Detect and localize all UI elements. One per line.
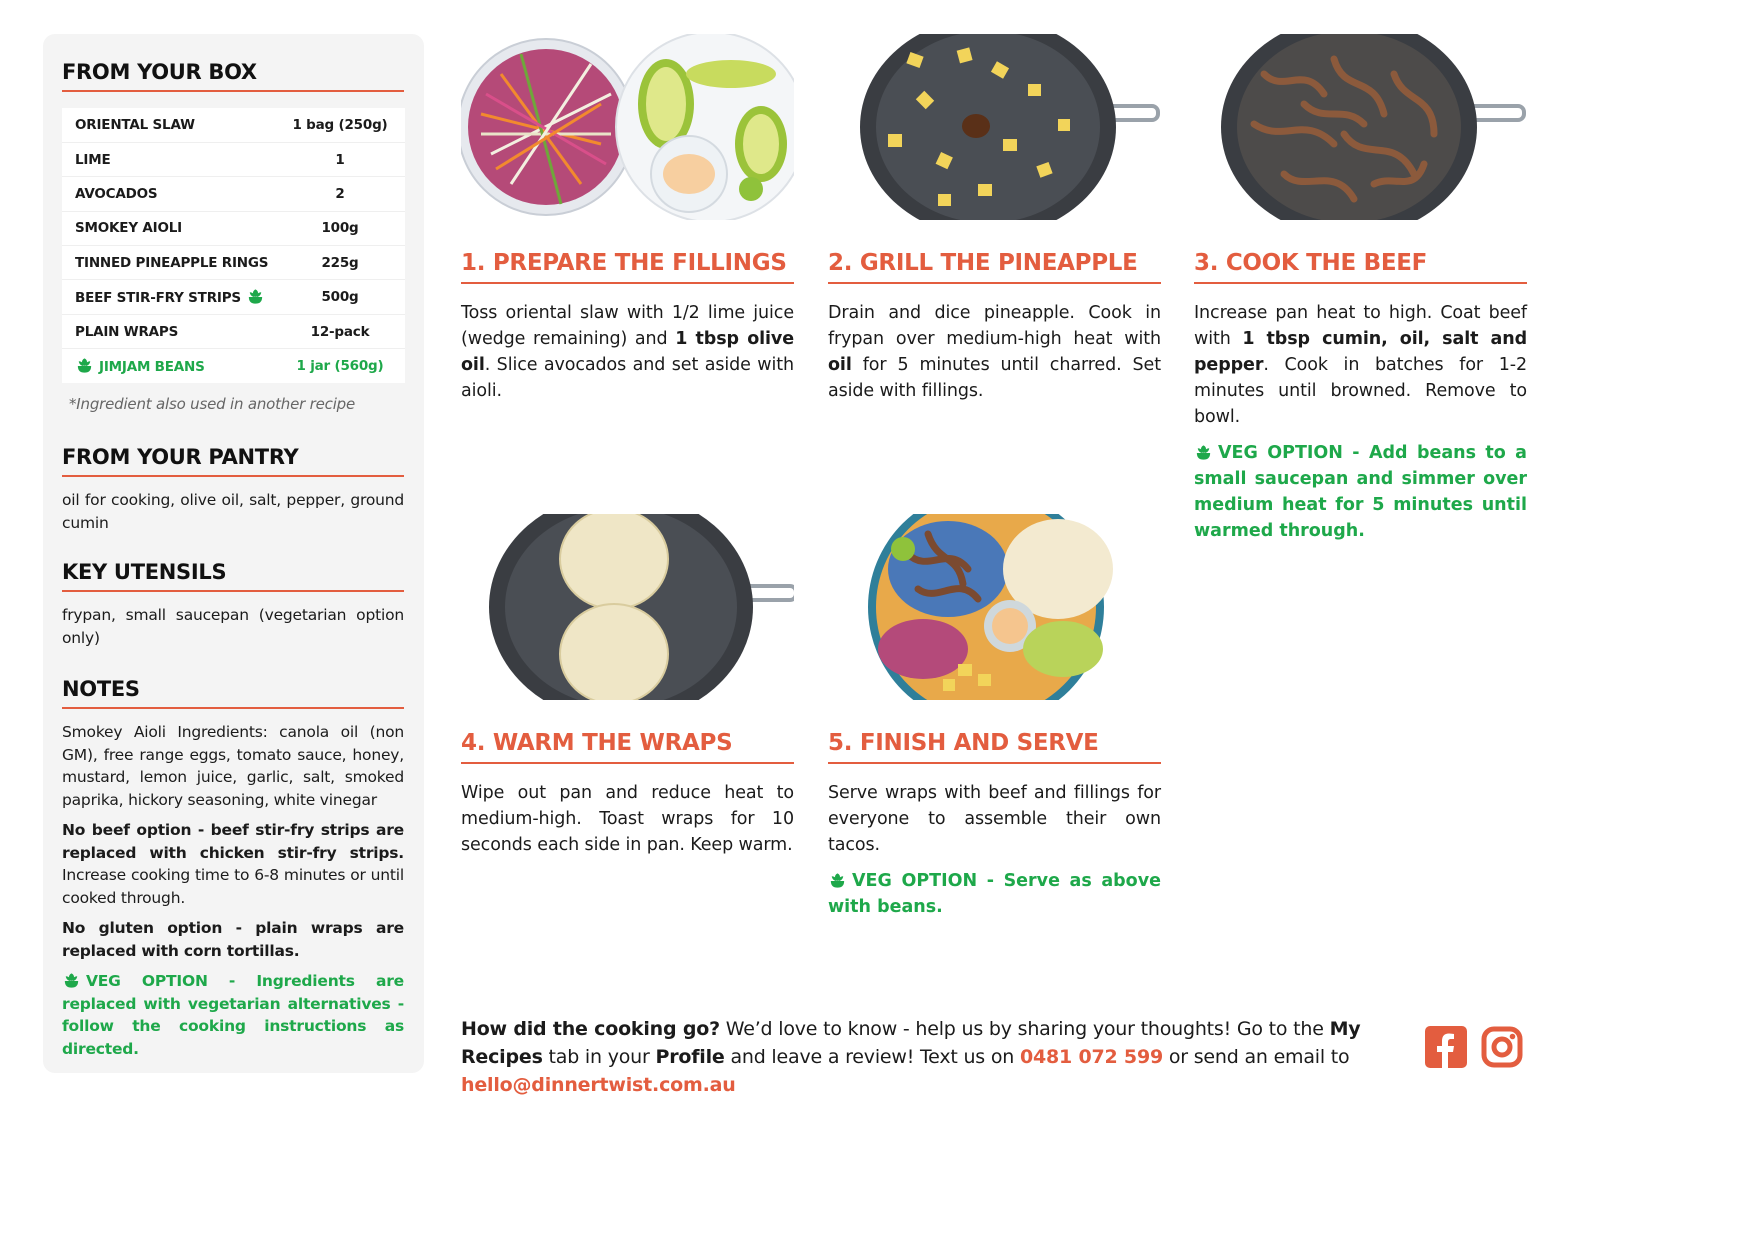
ingredient-qty: 12-pack <box>310 323 370 340</box>
leaf-icon <box>62 972 81 990</box>
ingredient-name: PLAIN WRAPS <box>75 323 179 340</box>
notes-veg-text: VEG OPTION - Ingredients are replaced with vegetarian alternatives - follow the cooking instructions as directed. <box>62 972 404 1058</box>
email-link[interactable]: hello@dinnertwist.com.au <box>461 1074 736 1096</box>
ingredients-table <box>62 108 405 383</box>
step-3-veg <box>1194 440 1527 544</box>
step-3 <box>1194 34 1527 544</box>
ingredient-name: SMOKEY AIOLI <box>75 220 182 237</box>
ingredient-name: BEEF STIR-FRY STRIPS <box>75 290 241 307</box>
ingredient-note: *Ingredient also used in another recipe <box>69 395 356 414</box>
step-4-title: 4. WARM THE WRAPS <box>461 730 794 764</box>
feedback-footer <box>461 1015 1411 1099</box>
ingredient-qty: 2 <box>335 185 345 202</box>
pantry-heading: FROM YOUR PANTRY <box>62 443 404 477</box>
step-2-text-bold: oil <box>828 355 852 375</box>
ingredient-qty: 100g <box>321 220 359 237</box>
facebook-icon[interactable] <box>1425 1026 1467 1068</box>
step-5-veg-text: VEG OPTION - Serve as above with beans. <box>828 871 1161 917</box>
step-5-veg <box>828 868 1161 920</box>
ingredient-row <box>62 211 405 245</box>
step-1-text-a: Toss oriental slaw with 1/2 lime juice (wedge remaining) and <box>461 303 794 349</box>
footer-my-recipes: My Recipes <box>461 1018 1361 1068</box>
footer-profile: Profile <box>655 1046 725 1068</box>
ingredient-qty: 225g <box>321 254 359 271</box>
notes-gluten: No gluten option - plain wraps are replaced with corn tortillas. <box>62 919 404 960</box>
footer-text-e: and leave a review! Text us on <box>724 1046 1020 1068</box>
footer-text-c: tab in your <box>542 1046 656 1068</box>
leaf-icon <box>75 357 94 375</box>
ingredient-row <box>62 177 405 211</box>
step-5-photo <box>828 514 1161 700</box>
step-1-text-bold: 1 tbsp olive oil <box>461 329 794 375</box>
leaf-icon <box>828 872 847 890</box>
box-heading: FROM YOUR BOX <box>62 58 404 92</box>
leaf-icon <box>246 288 265 306</box>
step-4 <box>461 514 794 858</box>
step-3-text-a: Increase pan heat to high. Coat beef with <box>1194 303 1527 349</box>
step-5-text: Serve wraps with beef and fillings for everyone to assemble their own tacos. <box>828 783 1161 855</box>
step-3-title: 3. COOK THE BEEF <box>1194 250 1527 284</box>
pantry-text: oil for cooking, olive oil, salt, pepper, ground cumin <box>62 491 404 532</box>
utensils-heading: KEY UTENSILS <box>62 558 404 592</box>
footer-question: How did the cooking go? <box>461 1018 720 1040</box>
step-1-text-b: . Slice avocados and set aside with aioli. <box>461 355 794 401</box>
step-3-text <box>1194 300 1527 430</box>
ingredient-qty: 1 <box>335 151 345 168</box>
leaf-icon <box>1194 444 1213 462</box>
ingredient-qty: 1 jar (560g) <box>296 358 384 375</box>
footer-text-f: or send an email to <box>1163 1046 1350 1068</box>
notes-heading: NOTES <box>62 675 404 709</box>
step-4-photo <box>461 514 794 700</box>
ingredient-name: AVOCADOS <box>75 185 158 202</box>
notes-aioli: Smokey Aioli Ingredients: canola oil (non GM), free range eggs, tomato sauce, honey, mustard, lemon juice, garlic, salt, smoked paprika, hickory seasoning, white vinegar <box>62 723 404 809</box>
step-2-text-b: for 5 minutes until charred. Set aside with fillings. <box>828 355 1161 401</box>
step-3-text-bold: 1 tbsp cumin, oil, salt and pepper <box>1194 329 1527 375</box>
step-3-text-b: . Cook in batches for 1-2 minutes until browned. Remove to bowl. <box>1194 355 1527 427</box>
step-1-photo <box>461 34 794 220</box>
ingredient-name: JIMJAM BEANS <box>99 359 205 376</box>
step-5-title: 5. FINISH AND SERVE <box>828 730 1161 764</box>
notes-beef-bold: No beef option - beef stir-fry strips are replaced with chicken stir-fry strips. <box>62 821 404 862</box>
step-2-text-a: Drain and dice pineapple. Cook in frypan over medium-high heat with <box>828 303 1161 349</box>
step-2 <box>828 34 1161 404</box>
footer-text-a: We’d love to know - help us by sharing your thoughts! Go to the <box>719 1018 1330 1040</box>
phone-link[interactable]: 0481 072 599 <box>1019 1046 1163 1068</box>
step-2-text <box>828 300 1161 404</box>
step-3-photo <box>1194 34 1527 220</box>
step-4-text: Wipe out pan and reduce heat to medium-high. Toast wraps for 10 seconds each side in pan. Keep warm. <box>461 783 794 855</box>
ingredient-qty: 1 bag (250g) <box>292 116 388 133</box>
ingredient-name: ORIENTAL SLAW <box>75 116 195 133</box>
ingredient-row <box>62 280 405 314</box>
ingredients-sidebar <box>43 34 424 1073</box>
ingredient-row <box>62 108 405 142</box>
utensils-text: frypan, small saucepan (vegetarian option only) <box>62 606 404 647</box>
step-1 <box>461 34 794 404</box>
step-3-veg-text: VEG OPTION - Add beans to a small saucepan and simmer over medium heat for 5 minutes until warmed through. <box>1194 443 1527 541</box>
notes-beef <box>62 819 404 909</box>
ingredient-name: TINNED PINEAPPLE RINGS <box>75 254 269 271</box>
ingredient-row <box>62 349 405 383</box>
step-1-text <box>461 300 794 404</box>
ingredient-qty: 500g <box>321 289 359 306</box>
ingredient-name: LIME <box>75 151 111 168</box>
ingredient-row <box>62 246 405 280</box>
instagram-icon[interactable] <box>1481 1026 1523 1068</box>
step-5 <box>828 514 1161 920</box>
step-2-photo <box>828 34 1161 220</box>
notes-beef-rest: Increase cooking time to 6-8 minutes or until cooked through. <box>62 866 404 907</box>
ingredient-row <box>62 142 405 176</box>
step-2-title: 2. GRILL THE PINEAPPLE <box>828 250 1161 284</box>
ingredient-row <box>62 314 405 348</box>
step-1-title: 1. PREPARE THE FILLINGS <box>461 250 794 284</box>
notes-veg <box>62 970 404 1060</box>
